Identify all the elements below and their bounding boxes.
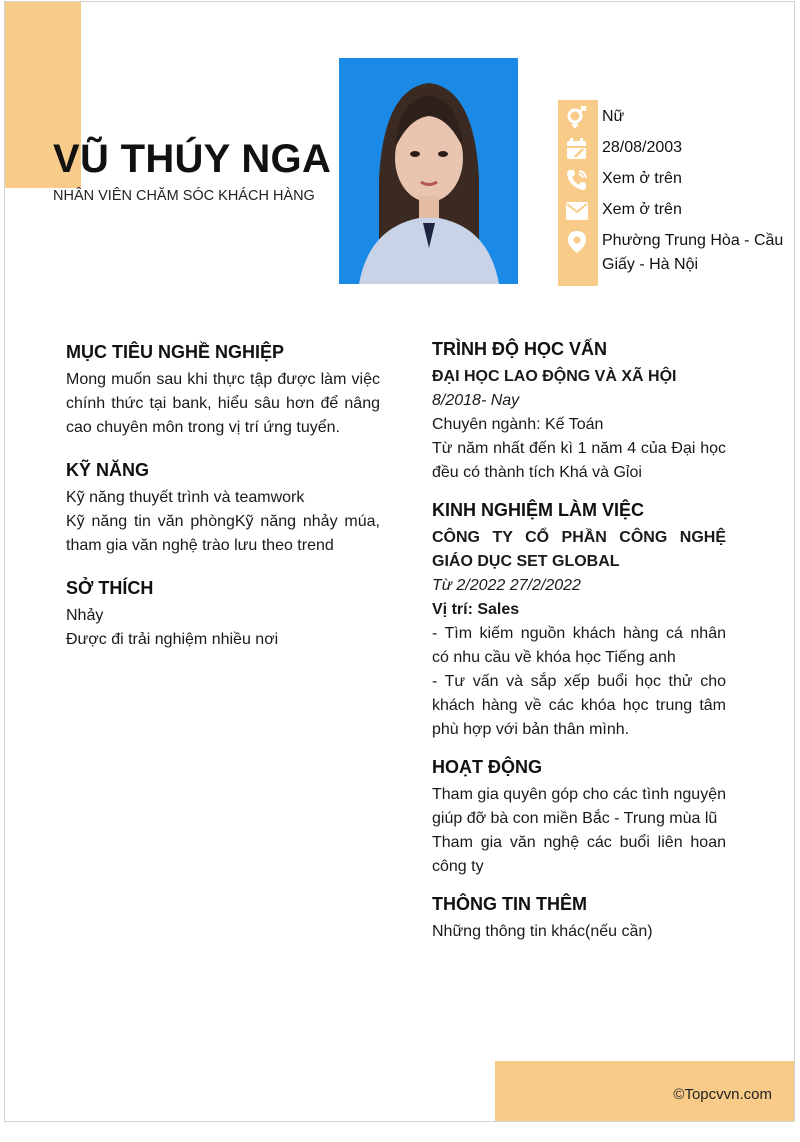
section-activities (432, 755, 726, 879)
cv-page (4, 1, 795, 1122)
footer-credit: ©Topcvvn.com (673, 1086, 772, 1103)
address-value: Phường Trung Hòa - Cầu Giấy - Hà Nội (602, 232, 784, 273)
calendar-icon (564, 138, 590, 160)
gender-icon (564, 107, 590, 129)
job-title: NHÂN VIÊN CHĂM SÓC KHÁCH HÀNG (53, 188, 315, 204)
experience-heading: KINH NGHIỆM LÀM VIỆC (432, 500, 645, 520)
objective-text: Mong muốn sau khi thực tập được làm việc chính thức tại bank, hiểu sâu hơn để nâng cao chuyên môn trong vị trí ứng tuyển. (66, 371, 380, 436)
section-experience (432, 498, 726, 742)
education-heading: TRÌNH ĐỘ HỌC VẤN (432, 339, 607, 359)
section-skills (66, 458, 380, 558)
education-note: Từ năm nhất đến kì 1 năm 4 của Đại học đều có thành tích Khá và Gỉoi (432, 440, 726, 481)
section-hobbies (66, 576, 380, 652)
extra-info-text: Những thông tin khác(nếu cần) (432, 923, 653, 940)
email-icon (564, 200, 590, 222)
skill-item: Kỹ năng tin văn phòngKỹ năng nhảy múa, tham gia văn nghệ trào lưu theo trend (66, 513, 380, 554)
hobbies-heading: SỞ THÍCH (66, 578, 154, 598)
profile-photo (339, 58, 518, 284)
experience-position: Vị trí: Sales (432, 601, 520, 618)
experience-period: Từ 2/2022 27/2/2022 (432, 577, 581, 594)
hobby-item: Được đi trải nghiệm nhiều nơi (66, 631, 279, 648)
section-objective (66, 340, 380, 440)
extra-info-heading: THÔNG TIN THÊM (432, 894, 587, 914)
candidate-name: VŨ THÚY NGA (53, 137, 332, 181)
phone-icon (564, 169, 590, 191)
objective-heading: MỤC TIÊU NGHỀ NGHIỆP (66, 342, 285, 362)
skill-item: Kỹ năng thuyết trình và teamwork (66, 489, 305, 506)
location-icon (564, 231, 590, 253)
activity-item: Tham gia văn nghệ các buổi liên hoan công ty (432, 834, 726, 875)
company-name: CÔNG TY CỔ PHẦN CÔNG NGHỆ GIÁO DỤC SET GLOBAL (432, 529, 726, 570)
section-education (432, 337, 726, 485)
activities-heading: HOẠT ĐỘNG (432, 757, 542, 777)
school-name: ĐẠI HỌC LAO ĐỘNG VÀ XÃ HỘI (432, 368, 677, 385)
phone-value: Xem ở trên (602, 170, 682, 187)
education-major: Chuyên ngành: Kế Toán (432, 416, 604, 433)
hobby-item: Nhảy (66, 607, 104, 624)
activity-item: Tham gia quyên góp cho các tình nguyện giúp đỡ bà con miền Bắc - Trung mùa lũ (432, 786, 726, 827)
birthday-value: 28/08/2003 (602, 139, 683, 156)
education-period: 8/2018- Nay (432, 392, 520, 409)
portrait-illustration (339, 58, 518, 284)
experience-duty: - Tìm kiếm nguồn khách hàng cá nhân có nhu cầu về khóa học Tiếng anh (432, 625, 726, 666)
experience-duty: - Tư vấn và sắp xếp buổi học thử cho khách hàng về các khóa học trung tâm phù hợp với bản thân mình. (432, 673, 726, 738)
gender-value: Nữ (602, 108, 625, 125)
section-extra-info (432, 892, 726, 944)
skills-heading: KỸ NĂNG (66, 460, 150, 480)
email-value: Xem ở trên (602, 201, 682, 218)
